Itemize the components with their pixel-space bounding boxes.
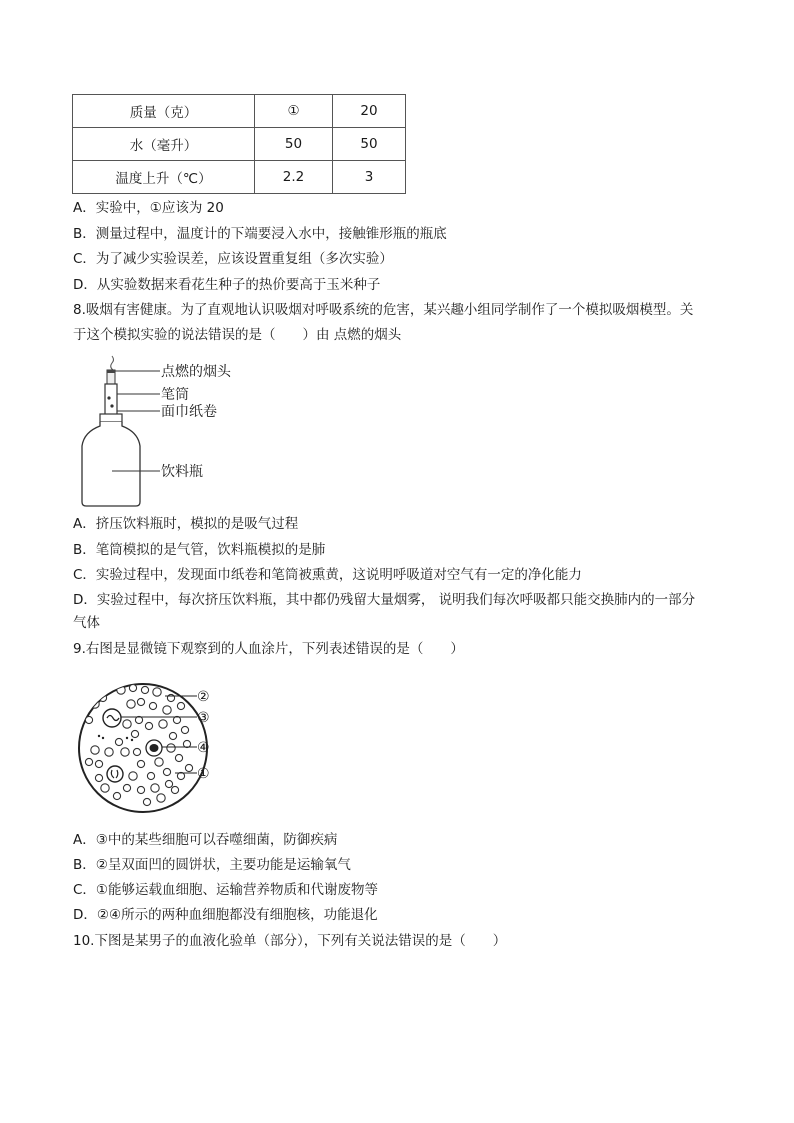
red-blood-cell	[113, 792, 120, 799]
table-cell: 3	[333, 161, 406, 194]
red-blood-cell	[115, 738, 122, 745]
red-blood-cell	[137, 786, 144, 793]
red-blood-cell	[133, 748, 140, 755]
red-blood-cell	[101, 784, 109, 792]
table-cell: 50	[255, 128, 333, 161]
red-blood-cell	[169, 732, 176, 739]
table-cell: 水（毫升）	[73, 128, 255, 161]
table-cell: ①	[255, 95, 333, 128]
q9-option-c: C．①能够运载血细胞、运输营养物质和代谢废物等	[73, 882, 379, 898]
label-2: ②	[197, 689, 210, 705]
red-blood-cell	[171, 786, 178, 793]
q9-option-a: A．③中的某些细胞可以吞噬细菌，防御疾病	[73, 832, 338, 848]
table-cell: 温度上升（℃）	[73, 161, 255, 194]
q9-stem: 9.右图是显微镜下观察到的人血涂片，下列表述错误的是（ ）	[73, 641, 464, 657]
red-blood-cell	[157, 794, 165, 802]
table-row	[73, 95, 406, 128]
red-blood-cell	[123, 784, 130, 791]
q7-option-b: B．测量过程中，温度计的下端要浸入水中，接触锥形瓶的瓶底	[73, 226, 447, 242]
label-tissue-roll: 面巾纸卷	[161, 404, 217, 420]
red-blood-cell	[129, 772, 137, 780]
red-blood-cell	[91, 700, 99, 708]
table-cell: 质量（克）	[73, 95, 255, 128]
q8-stem-line1: 8.吸烟有害健康。为了直观地认识吸烟对呼吸系统的危害，某兴趣小组同学制作了一个模拟吸烟模型。关	[73, 302, 694, 318]
label-4: ④	[197, 740, 210, 756]
red-blood-cell	[153, 688, 161, 696]
red-blood-cell	[149, 702, 156, 709]
red-blood-cell	[105, 748, 113, 756]
red-blood-cell	[91, 746, 99, 754]
red-blood-cell	[131, 730, 138, 737]
red-blood-cell	[137, 698, 144, 705]
red-blood-cell	[177, 702, 184, 709]
blood-smear-figure	[75, 680, 225, 824]
table-cell: 50	[333, 128, 406, 161]
label-1: ①	[197, 766, 210, 782]
red-blood-cell	[95, 760, 102, 767]
experiment-data-table	[72, 94, 406, 194]
red-blood-cell	[159, 720, 167, 728]
q7-option-c: C．为了减少实验误差，应该设置重复组（多次实验）	[73, 251, 393, 267]
q8-option-d: D．实验过程中，每次挤压饮料瓶，其中都仍残留大量烟雾， 说明我们每次呼吸都只能交换肺内的一部分	[73, 592, 696, 608]
red-blood-cell	[167, 744, 175, 752]
label-bottle: 饮料瓶	[161, 464, 203, 480]
q8-stem-line2: 于这个模拟实验的说法错误的是（ ）由 点燃的烟头	[73, 327, 402, 343]
label-pen-tube: 笔筒	[161, 387, 189, 403]
table-cell: 20	[333, 95, 406, 128]
q10-stem: 10.下图是某男子的血液化验单（部分），下列有关说法错误的是（ ）	[73, 933, 507, 949]
q8-option-d-cont: 气体	[73, 615, 100, 631]
red-blood-cell	[127, 700, 135, 708]
red-blood-cell	[165, 780, 172, 787]
red-blood-cell	[123, 720, 131, 728]
red-blood-cell	[129, 684, 136, 691]
q9-option-b: B．②呈双面凹的圆饼状，主要功能是运输氧气	[73, 857, 351, 873]
red-blood-cell	[151, 784, 159, 792]
table-row	[73, 161, 406, 194]
q7-option-a: A．实验中，①应该为 20	[73, 200, 224, 216]
red-blood-cell	[163, 768, 170, 775]
table-row	[73, 128, 406, 161]
red-blood-cell	[143, 798, 150, 805]
red-blood-cell	[95, 774, 102, 781]
red-blood-cell	[141, 686, 148, 693]
red-blood-cell	[163, 706, 171, 714]
label-3: ③	[197, 710, 210, 726]
table-cell: 2.2	[255, 161, 333, 194]
q8-option-b: B．笔筒模拟的是气管，饮料瓶模拟的是肺	[73, 542, 326, 558]
red-blood-cell	[175, 754, 182, 761]
smoking-model-figure	[78, 352, 248, 516]
q9-option-d: D．②④所示的两种血细胞都没有细胞核，功能退化	[73, 907, 378, 923]
q8-option-c: C．实验过程中，发现面巾纸卷和笔筒被熏黄，这说明呼吸道对空气有一定的净化能力	[73, 567, 582, 583]
red-blood-cell	[181, 726, 188, 733]
red-blood-cell	[121, 748, 129, 756]
label-cigarette: 点燃的烟头	[161, 364, 231, 380]
q8-option-a: A．挤压饮料瓶时，模拟的是吸气过程	[73, 516, 299, 532]
red-blood-cell	[85, 758, 92, 765]
red-blood-cell	[155, 758, 163, 766]
red-blood-cell	[145, 722, 152, 729]
red-blood-cell	[167, 694, 174, 701]
q7-option-d: D．从实验数据来看花生种子的热价要高于玉米种子	[73, 277, 381, 293]
red-blood-cell	[137, 760, 144, 767]
red-blood-cell	[147, 772, 154, 779]
red-blood-cell	[185, 764, 192, 771]
